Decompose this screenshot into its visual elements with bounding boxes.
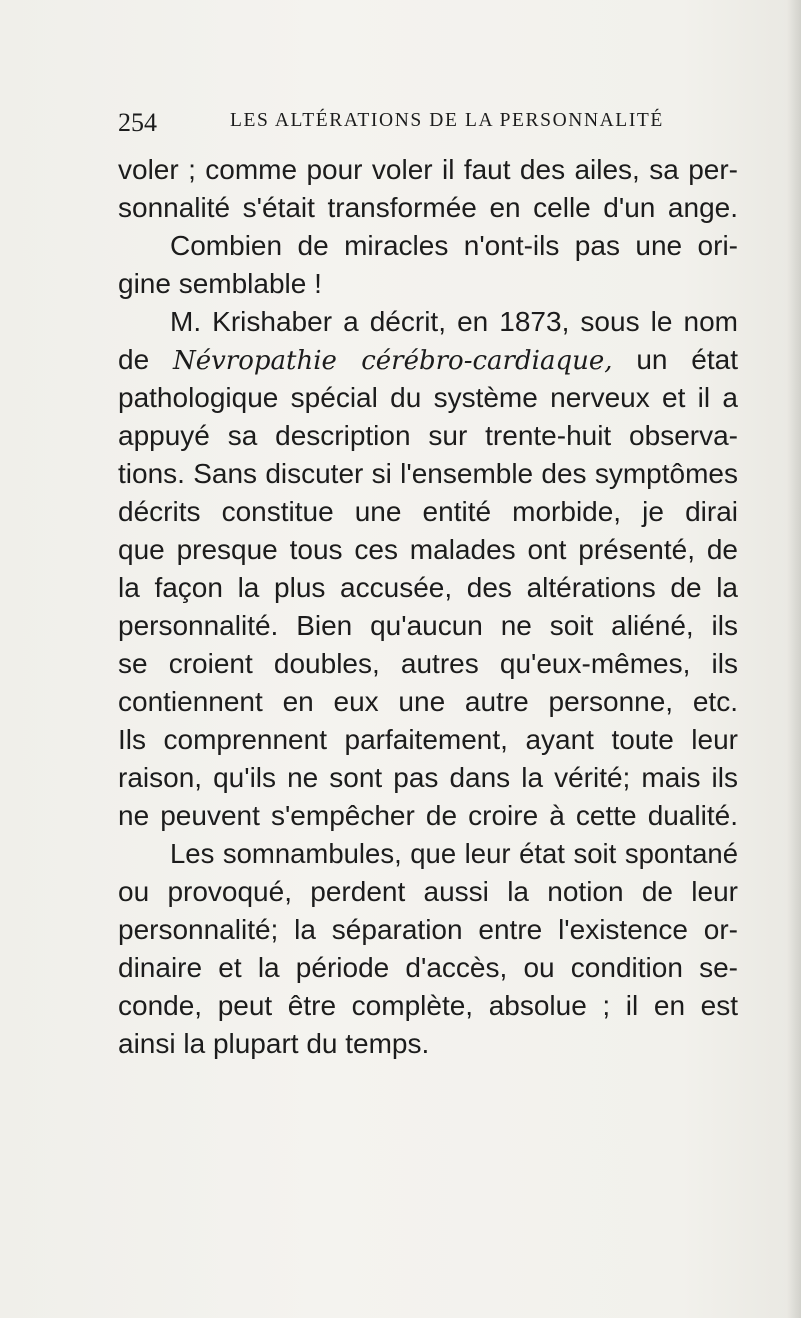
text-line: Les somnambules, que leur état soit spontané xyxy=(170,838,738,869)
text-segment: un état xyxy=(612,344,738,375)
text-line: décrits constitue une entité morbide, je dirai xyxy=(118,496,738,527)
text-line: personnalité. Bien qu'aucun ne soit aliéné, ils xyxy=(118,610,738,641)
running-head: LES ALTÉRATIONS DE LA PERSONNALITÉ xyxy=(230,110,664,131)
text-line: sonnalité s'était transformée en celle d'un ange. xyxy=(118,192,738,223)
text-line: appuyé sa description sur trente-huit observa- xyxy=(118,420,738,451)
text-line: voler ; comme pour voler il faut des ailes, sa per- xyxy=(118,154,738,185)
text-line: pathologique spécial du système nerveux et il a xyxy=(118,382,738,413)
page-header xyxy=(118,104,688,144)
text-line: ne peuvent s'empêcher de croire à cette dualité. xyxy=(118,800,738,831)
text-line: ou provoqué, perdent aussi la notion de leur xyxy=(118,876,738,907)
text-line: dinaire et la période d'accès, ou condition se- xyxy=(118,952,738,983)
text-line: que presque tous ces malades ont présenté, de xyxy=(118,534,738,565)
text-line: contiennent en eux une autre personne, etc. xyxy=(118,686,738,717)
text-line: conde, peut être complète, absolue ; il en est xyxy=(118,990,738,1021)
text-line: se croient doubles, autres qu'eux-mêmes, ils xyxy=(118,648,738,679)
text-line: raison, qu'ils ne sont pas dans la vérité; mais ils xyxy=(118,762,738,793)
text-line: gine semblable ! xyxy=(118,268,322,299)
page-edge-shadow xyxy=(787,0,801,1318)
text-line xyxy=(118,340,738,380)
text-segment: de xyxy=(118,344,173,375)
page-number: 254 xyxy=(118,108,157,137)
italic-title: Névropathie cérébro-cardiaque, xyxy=(172,346,613,376)
text-line: ainsi la plupart du temps. xyxy=(118,1028,430,1059)
text-line: la façon la plus accusée, des altérations de la xyxy=(118,572,738,603)
text-line: M. Krishaber a décrit, en 1873, sous le nom xyxy=(170,306,738,337)
text-line: tions. Sans discuter si l'ensemble des symptômes xyxy=(118,458,738,489)
text-line: personnalité; la séparation entre l'existence or- xyxy=(118,914,738,945)
text-line: Ils comprennent parfaitement, ayant toute leur xyxy=(118,724,738,755)
text-line: Combien de miracles n'ont-ils pas une ori- xyxy=(170,230,738,261)
